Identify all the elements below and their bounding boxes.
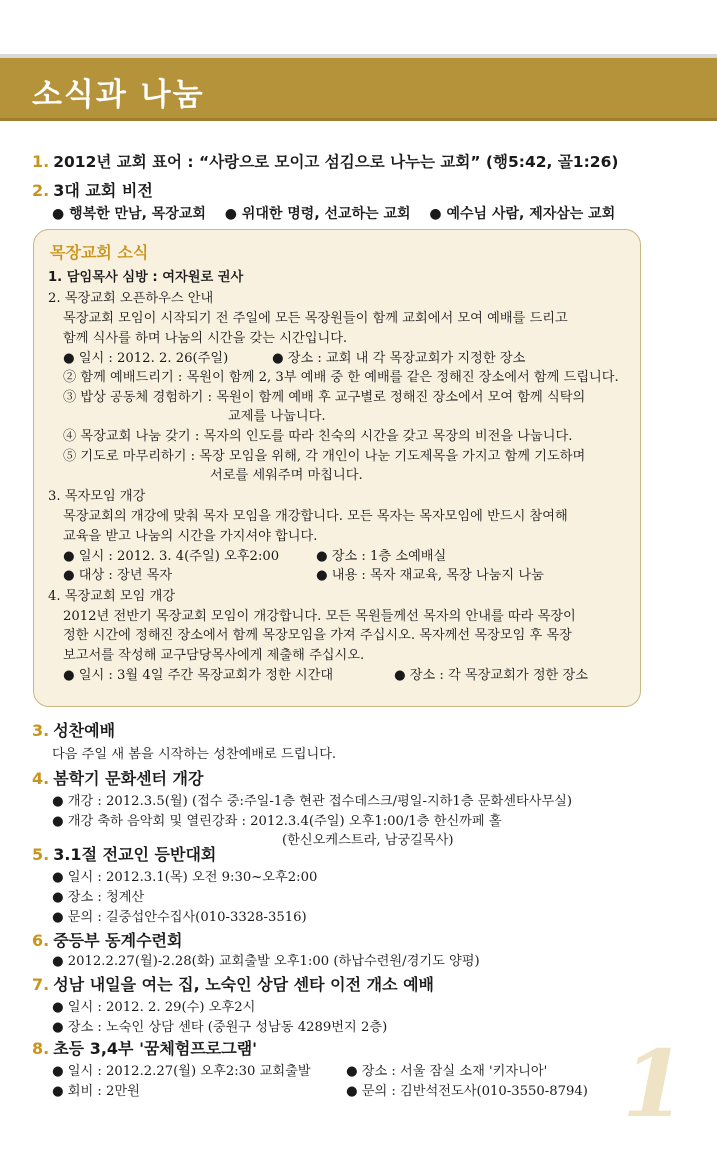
section-line: 다음 주일 새 봄을 시작하는 성찬예배로 드립니다. — [52, 747, 337, 762]
section-title: 중등부 동계수련회 — [53, 931, 183, 950]
section-6: 6. 중등부 동계수련회 — [32, 931, 183, 950]
section-line: (한신오케스트라, 남궁길목사) — [282, 833, 454, 848]
section-5: 5. 3.1절 전교인 등반대회 — [32, 845, 217, 864]
news-line: 교육을 받고 나눔의 시간을 가지셔야 합니다. — [63, 529, 318, 544]
news-line: ③ 밥상 공동체 경험하기 : 목원이 함께 예배 후 교구별로 정해진 장소에서 모여 함께 식탁의 — [63, 390, 586, 405]
section-7: 7. 성남 내일을 여는 집, 노숙인 상담 센타 이전 개소 예배 — [32, 975, 435, 994]
news-line: ② 함께 예배드리기 : 목원이 함께 2, 3부 예배 중 한 예배를 같은 정해진 장소에서 함께 드립니다. — [63, 370, 619, 385]
box-title: 목장교회 소식 — [50, 243, 149, 262]
news-line: ● 장소 : 각 목장교회가 정한 장소 — [394, 668, 588, 683]
news-line: ● 대상 : 장년 목자 — [63, 568, 173, 583]
section-title: 성찬예배 — [53, 721, 116, 740]
section-number: 1. — [32, 152, 50, 171]
section-title: 성남 내일을 여는 집, 노숙인 상담 센타 이전 개소 예배 — [53, 975, 435, 994]
section-line: ● 장소 : 청계산 — [52, 890, 145, 905]
section-line: ● 문의 : 길중섭안수집사(010-3328-3516) — [52, 910, 307, 925]
section-line: ● 회비 : 2만원 — [52, 1084, 140, 1099]
news-line: 함께 식사를 하며 나눔의 시간을 갖는 시간입니다. — [63, 331, 348, 346]
news-line: 4. 목장교회 모임 개강 — [48, 589, 176, 604]
section-line: ● 장소 : 노숙인 상담 센타 (중원구 성남동 4289번지 2층) — [52, 1020, 388, 1035]
news-line: 2012년 전반기 목장교회 모임이 개강합니다. 모든 목원들께선 목자의 안내를 따라 목장이 — [63, 609, 576, 624]
vision-list — [52, 203, 615, 223]
news-line: 목장교회 모임이 시작되기 전 주일에 모든 목장원들이 함께 교회에서 모여 예배를 드리고 — [63, 311, 568, 326]
vision-item: ● 예수님 사람, 제자삼는 교회 — [429, 206, 616, 222]
news-line: 교제를 나눕니다. — [228, 409, 326, 424]
section-line: ● 문의 : 김반석전도사(010-3550-8794) — [346, 1084, 588, 1099]
page-title: 소식과 나눔 — [32, 77, 205, 113]
section-1 — [32, 150, 618, 172]
news-line: ● 장소 : 1층 소예배실 — [316, 549, 447, 564]
section-line: ● 일시 : 2012. 2. 29(수) 오후2시 — [52, 1000, 256, 1015]
news-line: ● 일시 : 2012. 3. 4(주일) 오후2:00 — [63, 549, 280, 564]
news-line: ⑤ 기도로 마무리하기 : 목장 모임을 위해, 각 개인이 나눈 기도제목을 가지고 함께 기도하며 — [63, 449, 586, 464]
news-line: 3. 목자모임 개강 — [48, 489, 146, 504]
vision-item: ● 위대한 명령, 선교하는 교회 — [224, 206, 411, 222]
section-title: 봄학기 문화센터 개강 — [53, 769, 204, 788]
news-line: 1. 담임목사 심방 : 여자원로 권사 — [48, 270, 244, 285]
news-line: 2. 목장교회 오픈하우스 안내 — [48, 291, 214, 306]
section-line: ● 일시 : 2012.2.27(월) 오후2:30 교회출발 — [52, 1064, 311, 1079]
news-line: 서로를 세워주며 마칩니다. — [210, 468, 363, 483]
page-number: 1 — [622, 1030, 687, 1138]
section-header — [0, 58, 717, 121]
section-3: 3. 성찬예배 — [32, 721, 116, 740]
news-line: 목장교회의 개강에 맞춰 목자 모임을 개강합니다. 모든 목자는 목자모임에 반드시 참여해 — [63, 509, 568, 524]
section-number: 2. — [32, 181, 50, 200]
news-line: ● 내용 : 목자 재교육, 목장 나눔지 나눔 — [316, 568, 544, 583]
news-line: ● 장소 : 교회 내 각 목장교회가 지정한 장소 — [272, 351, 526, 366]
section-line: ● 장소 : 서울 잠실 소재 '키자니아' — [346, 1064, 548, 1079]
section-2 — [32, 178, 153, 201]
news-line: ④ 목장교회 나눔 갖기 : 목자의 인도를 따라 친숙의 시간을 갖고 목장의 비전을 나눕니다. — [63, 429, 573, 444]
section-line: ● 일시 : 2012.3.1(목) 오전 9:30~오후2:00 — [52, 870, 318, 885]
vision-item: ● 행복한 만남, 목장교회 — [52, 206, 206, 222]
section-line: ● 개강 : 2012.3.5(월) (접수 중:주일-1층 현관 접수데스크/평일-지하1층 문화센타사무실) — [52, 794, 573, 809]
news-line: ● 일시 : 2012. 2. 26(주일) — [63, 351, 229, 366]
church-motto: 2012년 교회 표어 : “사랑으로 모이고 섬김으로 나누는 교회” (행5:42, 골1:26) — [53, 153, 619, 171]
section-8: 8. 초등 3,4부 '꿈체험프로그램' — [32, 1039, 258, 1058]
section-title: 3대 교회 비전 — [53, 181, 153, 200]
section-title: 3.1절 전교인 등반대회 — [53, 845, 217, 864]
section-line: ● 개강 축하 음악회 및 열린강좌 : 2012.3.4(주일) 오후1:00/1층 한신까페 홀 — [52, 814, 502, 829]
top-margin — [0, 0, 717, 58]
section-line: ● 2012.2.27(월)-2.28(화) 교회출발 오후1:00 (하납수련원/경기도 양평) — [52, 954, 480, 969]
section-title: 초등 3,4부 '꿈체험프로그램' — [53, 1039, 258, 1058]
section-4: 4. 봄학기 문화센터 개강 — [32, 769, 204, 788]
news-line: ● 일시 : 3월 4일 주간 목장교회가 정한 시간대 — [63, 668, 334, 683]
news-line: 정한 시간에 정해진 장소에서 함께 목장모임을 가져 주십시오. 목자께선 목장모임 후 목장 — [63, 628, 572, 643]
news-line: 보고서를 작성해 교구담당목사에게 제출해 주십시오. — [63, 648, 365, 663]
